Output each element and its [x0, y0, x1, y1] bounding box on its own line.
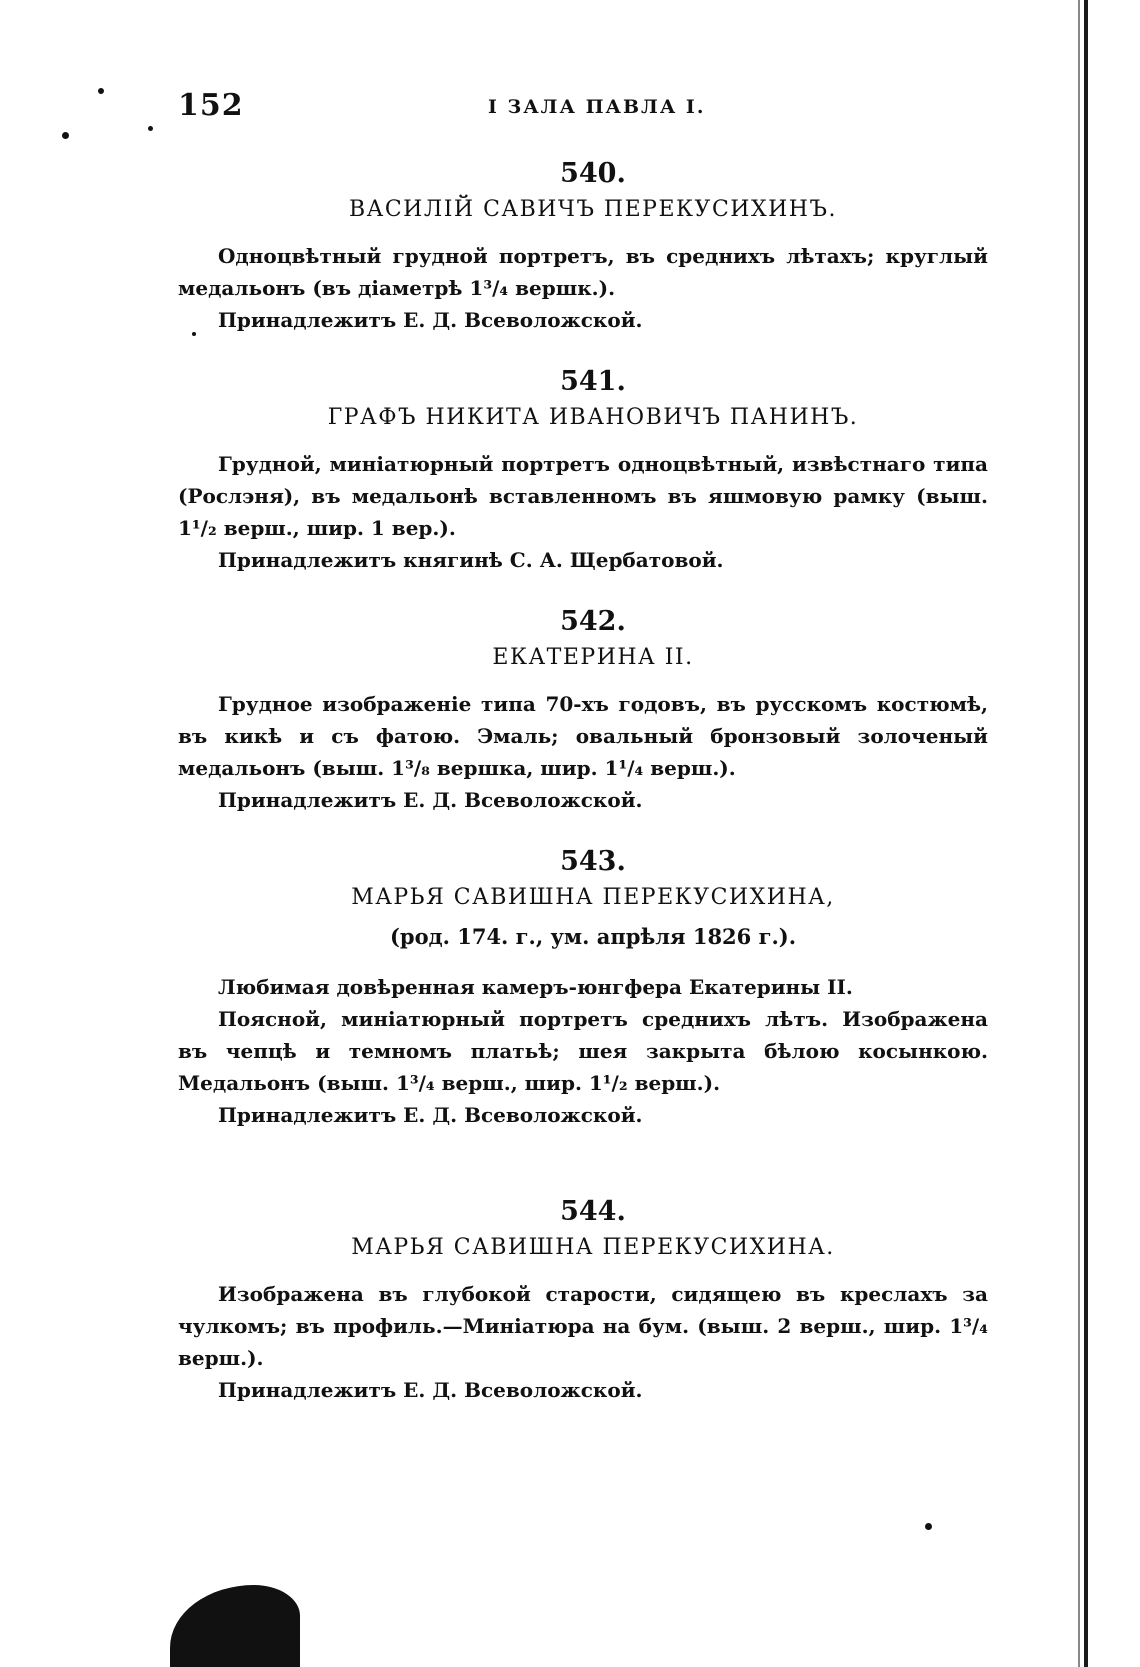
catalog-entry-541 — [178, 366, 988, 576]
page-number: 152 — [178, 88, 244, 123]
scan-speck — [192, 332, 196, 336]
entry-owner: Принадлежитъ Е. Д. Всеволожской. — [218, 308, 643, 332]
entry-description — [178, 688, 988, 784]
entry-description-text: Изображена въ глубокой старости, сидящею въ креслахъ за чулкомъ; въ профиль.—Миніатюра на бум. (выш. 2 верш., шир. 1³/₄ верш.). — [178, 1282, 988, 1370]
running-title: I ЗАЛА ПАВЛА I. — [488, 96, 706, 118]
entry-description — [178, 1278, 988, 1374]
entry-subtitle: (род. 174. г., ум. апрѣля 1826 г.). — [389, 924, 797, 949]
scan-speck — [925, 1523, 932, 1530]
entry-description-text: Одноцвѣтный грудной портретъ, въ среднихъ лѣтахъ; круглый медальонъ (въ діаметрѣ 1³/₄ вершк.). — [178, 244, 988, 300]
entry-title: ЕКАТЕРИНА II. — [492, 645, 694, 670]
entry-description — [178, 448, 988, 544]
entry-number: 540. — [560, 158, 626, 189]
entry-number: 543. — [560, 846, 626, 877]
entry-description-text: Грудной, миніатюрный портретъ одноцвѣтный, извѣстнаго типа (Рослэня), въ медальонѣ вставленномъ въ яшмовую рамку (выш. 1¹/₂ верш., шир. 1 вер.). — [178, 452, 988, 540]
catalog-entry-540 — [178, 158, 988, 336]
entry-title: ВАСИЛІЙ САВИЧЪ ПЕРЕКУСИХИНЪ. — [349, 197, 837, 222]
entry-owner: Принадлежитъ Е. Д. Всеволожской. — [218, 1378, 643, 1402]
entry-number: 541. — [560, 366, 626, 397]
page-edge-line — [1084, 0, 1088, 1667]
scan-speck — [148, 126, 153, 131]
entry-description-text: Грудное изображеніе типа 70-хъ годовъ, въ русскомъ костюмѣ, въ кикѣ и съ фатою. Эмаль; овальный бронзовый золоченый медальонъ (выш. 1³/₈ вершка, шир. 1¹/₄ верш.). — [178, 692, 988, 780]
entry-owner: Принадлежитъ княгинѣ С. А. Щербатовой. — [218, 548, 724, 572]
catalog-entry-542 — [178, 606, 988, 816]
entry-title: МАРЬЯ САВИШНА ПЕРЕКУСИХИНА, — [351, 885, 835, 910]
catalog-entry-544 — [178, 1196, 988, 1406]
ink-blot — [170, 1585, 300, 1667]
entry-intro: Любимая довѣренная камеръ-юнгфера Екатерины II. — [218, 975, 853, 999]
entry-number: 544. — [560, 1196, 626, 1227]
entry-owner: Принадлежитъ Е. Д. Всеволожской. — [218, 788, 643, 812]
scan-speck — [98, 88, 104, 94]
entry-description — [178, 240, 988, 304]
catalog-entry-543 — [178, 846, 988, 1131]
entry-title: ГРАФЪ НИКИТА ИВАНОВИЧЪ ПАНИНЪ. — [327, 405, 859, 430]
entry-number: 542. — [560, 606, 626, 637]
page-edge-shadow — [1078, 0, 1080, 1667]
entry-description — [178, 1003, 988, 1099]
scan-speck — [62, 132, 69, 139]
entry-title: МАРЬЯ САВИШНА ПЕРЕКУСИХИНА. — [351, 1235, 835, 1260]
entry-owner: Принадлежитъ Е. Д. Всеволожской. — [218, 1103, 643, 1127]
entry-description-text: Поясной, миніатюрный портретъ среднихъ лѣтъ. Изображена въ чепцѣ и темномъ платьѣ; шея закрыта бѣлою косынкою. Медальонъ (выш. 1³/₄ верш., шир. 1¹/₂ верш.). — [178, 1007, 988, 1095]
page-header — [178, 88, 938, 128]
